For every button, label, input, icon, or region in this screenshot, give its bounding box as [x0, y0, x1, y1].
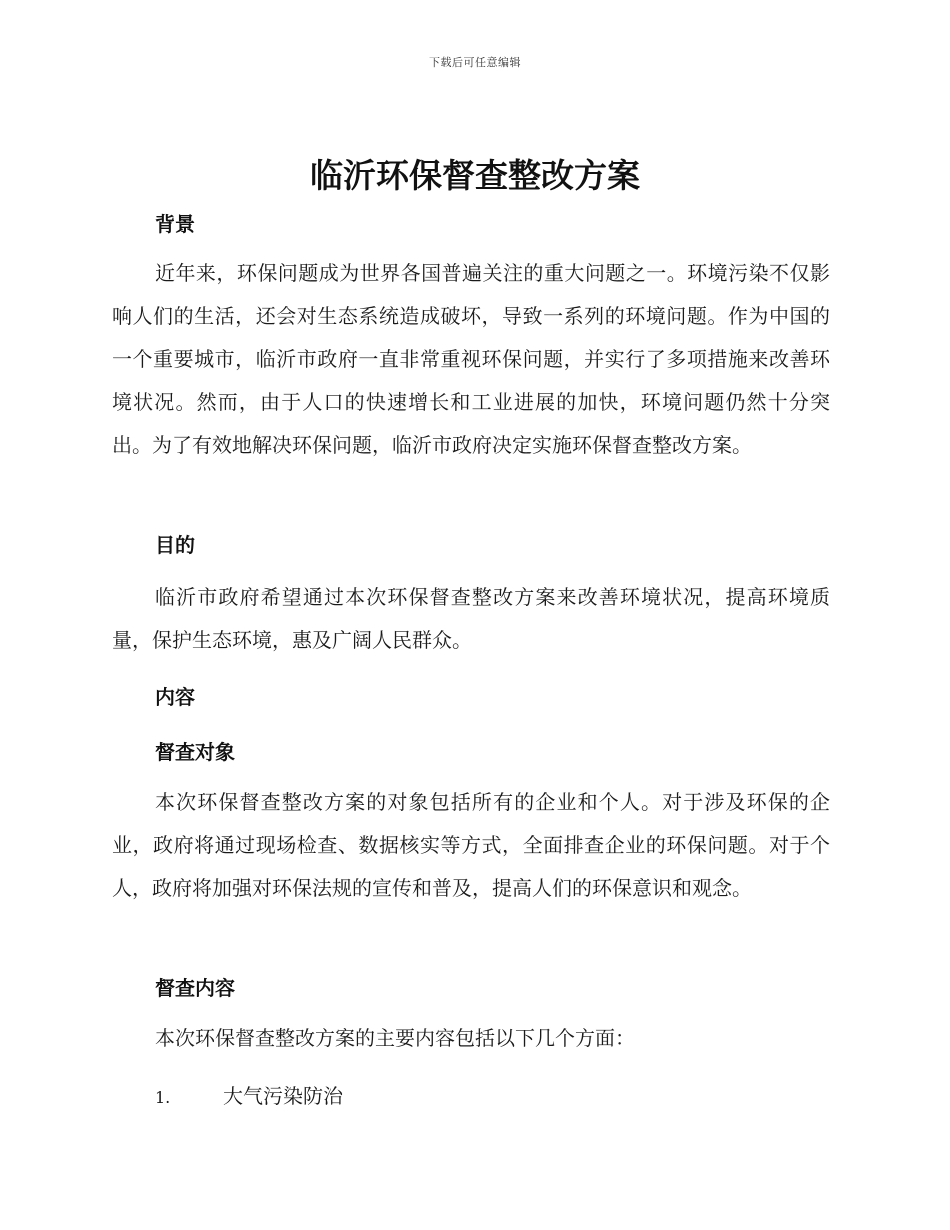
heading-content: 内容	[155, 685, 195, 709]
document-title: 临沂环保督查整改方案	[310, 156, 640, 195]
list-item-number: 1.	[155, 1088, 171, 1107]
list-item-label: 大气污染防治	[223, 1084, 343, 1108]
paragraph-background: 近年来，环保问题成为世界各国普遍关注的重大问题之一。环境污染不仅影响人们的生活，还会对生态系统造成破坏，导致一系列的环境问题。作为中国的一个重要城市，临沂市政府一直非常重视环保问题，并实行了多项措施来改善环境状况。然而，由于人口的快速增长和工业进展的加快，环境问题仍然十分突出。为了有效地解决环保问题，临沂市政府决定实施环保督查整改方案。	[112, 261, 830, 457]
heading-targets: 督查对象	[155, 740, 235, 764]
heading-purpose: 目的	[155, 533, 195, 557]
heading-background: 背景	[155, 212, 195, 236]
paragraph-purpose: 临沂市政府希望通过本次环保督查整改方案来改善环境状况，提高环境质量，保护生态环境，惠及广阔人民群众。	[112, 585, 830, 652]
heading-items: 督查内容	[155, 976, 235, 1000]
paragraph-targets: 本次环保督查整改方案的对象包括所有的企业和个人。对于涉及环保的企业，政府将通过现场检查、数据核实等方式，全面排查企业的环保问题。对于个人，政府将加强对环保法规的宣传和普及，提高人们的环保意识和观念。	[112, 790, 830, 900]
header-note: 下载后可任意编辑	[429, 56, 521, 69]
paragraph-items: 本次环保督查整改方案的主要内容包括以下几个方面：	[155, 1026, 635, 1050]
list-item	[155, 1078, 343, 1116]
